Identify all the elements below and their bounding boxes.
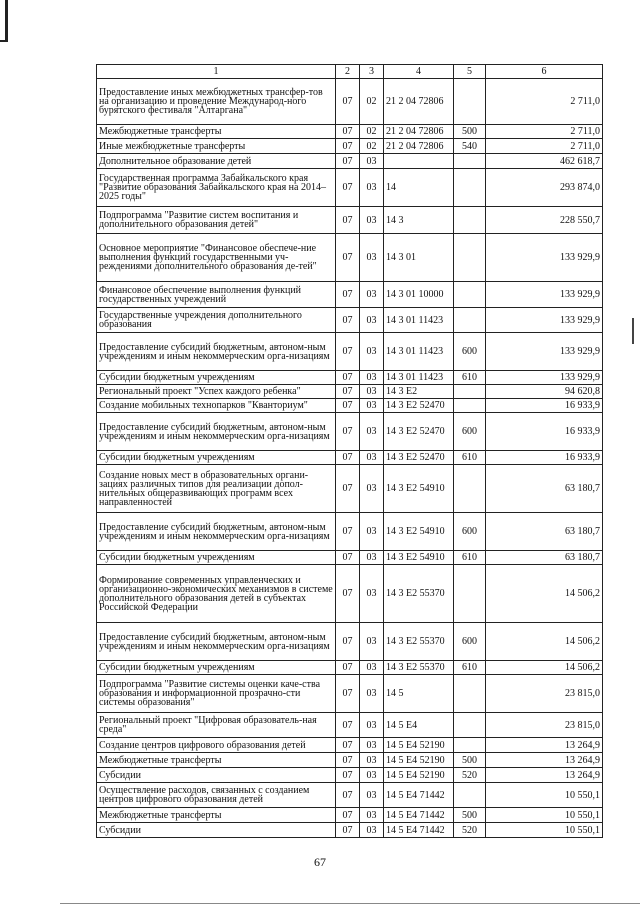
table-row (97, 139, 603, 154)
table-row (97, 399, 603, 413)
row-c3-cell: 03 (360, 154, 384, 169)
row-c2-cell: 07 (336, 753, 360, 768)
row-c2-cell: 07 (336, 675, 360, 713)
row-c4-cell: 21 2 04 72806 (384, 139, 454, 154)
row-c5-cell (454, 399, 486, 413)
row-name-cell: Региональный проект "Цифровая образователь-ная среда" (97, 713, 336, 738)
row-c2-cell: 07 (336, 79, 360, 125)
row-c4-cell: 14 3 E2 54910 (384, 465, 454, 513)
row-c3-cell: 03 (360, 808, 384, 823)
row-c4-cell: 14 3 E2 52470 (384, 399, 454, 413)
row-c2-cell: 07 (336, 808, 360, 823)
row-c5-cell: 610 (454, 551, 486, 565)
table-row (97, 385, 603, 399)
row-c3-cell: 03 (360, 234, 384, 282)
page-corner-mark (0, 0, 8, 42)
row-c4-cell: 14 5 E4 52190 (384, 753, 454, 768)
table-row (97, 79, 603, 125)
row-c4-cell: 14 3 01 10000 (384, 282, 454, 308)
row-c5-cell: 600 (454, 623, 486, 661)
row-c3-cell: 03 (360, 513, 384, 551)
row-c2-cell: 07 (336, 823, 360, 838)
row-c4-cell: 14 5 (384, 675, 454, 713)
row-c5-cell: 600 (454, 333, 486, 371)
row-c6-cell: 23 815,0 (486, 713, 603, 738)
row-c6-cell: 14 506,2 (486, 661, 603, 675)
row-c2-cell: 07 (336, 169, 360, 207)
row-c4-cell: 14 3 01 11423 (384, 308, 454, 333)
row-name-cell: Субсидии бюджетным учреждениям (97, 371, 336, 385)
row-c4-cell: 21 2 04 72806 (384, 79, 454, 125)
row-c5-cell (454, 465, 486, 513)
row-c3-cell: 03 (360, 385, 384, 399)
table-body (97, 79, 603, 838)
table-row (97, 282, 603, 308)
row-c2-cell: 07 (336, 371, 360, 385)
header-col-2: 2 (336, 65, 360, 79)
row-c3-cell: 03 (360, 451, 384, 465)
row-c4-cell: 14 5 E4 52190 (384, 768, 454, 783)
row-c2-cell: 07 (336, 282, 360, 308)
row-c2-cell: 07 (336, 451, 360, 465)
row-name-cell: Государственные учреждения дополнительного образования (97, 308, 336, 333)
row-c2-cell: 07 (336, 125, 360, 139)
row-c2-cell: 07 (336, 465, 360, 513)
table-row (97, 783, 603, 808)
row-c2-cell: 07 (336, 768, 360, 783)
row-c4-cell: 21 2 04 72806 (384, 125, 454, 139)
row-c3-cell: 02 (360, 125, 384, 139)
row-c4-cell: 14 3 E2 54910 (384, 551, 454, 565)
row-c4-cell: 14 3 01 11423 (384, 333, 454, 371)
row-c3-cell: 03 (360, 661, 384, 675)
row-c4-cell: 14 3 E2 (384, 385, 454, 399)
row-name-cell: Подпрограмма "Развитие систем воспитания и дополнительного образования детей" (97, 207, 336, 234)
row-c5-cell (454, 169, 486, 207)
table-row (97, 565, 603, 623)
row-c6-cell: 10 550,1 (486, 783, 603, 808)
row-c4-cell: 14 3 E2 55370 (384, 661, 454, 675)
row-c6-cell: 462 618,7 (486, 154, 603, 169)
row-c2-cell: 07 (336, 308, 360, 333)
table-row (97, 413, 603, 451)
row-c3-cell: 03 (360, 371, 384, 385)
row-c5-cell: 520 (454, 823, 486, 838)
row-name-cell: Субсидии бюджетным учреждениям (97, 551, 336, 565)
row-name-cell: Предоставление субсидий бюджетным, автоном-ным учреждениям и иным некоммерческим орга-низациям (97, 413, 336, 451)
row-c5-cell (454, 79, 486, 125)
table-row (97, 169, 603, 207)
table-row (97, 234, 603, 282)
row-name-cell: Предоставление иных межбюджетных трансфер-тов на организацию и проведение Международ-ного бурятского фестиваля "Алтаргана" (97, 79, 336, 125)
row-c6-cell: 63 180,7 (486, 551, 603, 565)
row-c6-cell: 2 711,0 (486, 125, 603, 139)
row-c3-cell: 03 (360, 413, 384, 451)
row-c4-cell: 14 3 01 (384, 234, 454, 282)
row-c3-cell: 03 (360, 738, 384, 753)
row-c4-cell: 14 3 E2 55370 (384, 623, 454, 661)
row-name-cell: Создание новых мест в образовательных органи-зациях различных типов для реализации допол-нительных общеразвивающих программ всех направленностей (97, 465, 336, 513)
row-c4-cell: 14 5 E4 (384, 713, 454, 738)
row-c2-cell: 07 (336, 513, 360, 551)
row-name-cell: Государственная программа Забайкальского края "Развитие образования Забайкальского края на 2014–2025 годы" (97, 169, 336, 207)
table-row (97, 154, 603, 169)
row-c3-cell: 03 (360, 675, 384, 713)
row-c6-cell: 133 929,9 (486, 282, 603, 308)
page-number: 67 (314, 855, 326, 869)
row-name-cell: Субсидии (97, 823, 336, 838)
table-row (97, 738, 603, 753)
row-c5-cell: 610 (454, 661, 486, 675)
row-c5-cell: 610 (454, 451, 486, 465)
row-c3-cell: 02 (360, 139, 384, 154)
row-c6-cell: 63 180,7 (486, 465, 603, 513)
row-name-cell: Предоставление субсидий бюджетным, автоном-ным учреждениям и иным некоммерческим орга-низациям (97, 623, 336, 661)
row-c5-cell: 610 (454, 371, 486, 385)
row-c2-cell: 07 (336, 661, 360, 675)
row-c3-cell: 03 (360, 823, 384, 838)
row-c3-cell: 03 (360, 565, 384, 623)
row-c6-cell: 13 264,9 (486, 768, 603, 783)
row-c6-cell: 14 506,2 (486, 623, 603, 661)
table-row (97, 465, 603, 513)
row-c4-cell: 14 5 E4 71442 (384, 808, 454, 823)
table-row (97, 808, 603, 823)
row-c5-cell (454, 675, 486, 713)
row-c6-cell: 10 550,1 (486, 808, 603, 823)
row-c5-cell: 520 (454, 768, 486, 783)
row-c3-cell: 03 (360, 333, 384, 371)
table-row (97, 371, 603, 385)
row-c2-cell: 07 (336, 623, 360, 661)
header-col-6: 6 (486, 65, 603, 79)
row-c3-cell: 02 (360, 79, 384, 125)
header-col-1: 1 (97, 65, 336, 79)
table-row (97, 675, 603, 713)
row-c3-cell: 03 (360, 465, 384, 513)
table-row (97, 125, 603, 139)
row-c2-cell: 07 (336, 713, 360, 738)
row-c4-cell: 14 3 E2 55370 (384, 565, 454, 623)
table-row (97, 308, 603, 333)
row-name-cell: Формирование современных управленческих и организационно-экономических механизмов в системе дополнительного образования детей в субъектах Российской Федерации (97, 565, 336, 623)
row-name-cell: Иные межбюджетные трансферты (97, 139, 336, 154)
row-c3-cell: 03 (360, 713, 384, 738)
row-c6-cell: 16 933,9 (486, 413, 603, 451)
row-name-cell: Региональный проект "Успех каждого ребенка" (97, 385, 336, 399)
row-c3-cell: 03 (360, 551, 384, 565)
row-c5-cell (454, 234, 486, 282)
row-c4-cell: 14 3 (384, 207, 454, 234)
row-c3-cell: 03 (360, 753, 384, 768)
row-c6-cell: 16 933,9 (486, 451, 603, 465)
row-c6-cell: 133 929,9 (486, 234, 603, 282)
row-c5-cell (454, 207, 486, 234)
row-c6-cell: 2 711,0 (486, 139, 603, 154)
row-c5-cell: 500 (454, 125, 486, 139)
row-c6-cell: 133 929,9 (486, 371, 603, 385)
table-row (97, 661, 603, 675)
row-c6-cell: 14 506,2 (486, 565, 603, 623)
row-name-cell: Межбюджетные трансферты (97, 125, 336, 139)
table-row (97, 753, 603, 768)
row-name-cell: Дополнительное образование детей (97, 154, 336, 169)
row-c5-cell (454, 713, 486, 738)
row-c5-cell (454, 565, 486, 623)
row-c6-cell: 2 711,0 (486, 79, 603, 125)
row-c2-cell: 07 (336, 234, 360, 282)
row-name-cell: Подпрограмма "Развитие системы оценки каче-ства образования и информационной прозрачно-сти системы образования" (97, 675, 336, 713)
row-c6-cell: 23 815,0 (486, 675, 603, 713)
row-name-cell: Предоставление субсидий бюджетным, автоном-ным учреждениям и иным некоммерческим орга-низациям (97, 513, 336, 551)
table-row (97, 513, 603, 551)
row-c2-cell: 07 (336, 399, 360, 413)
row-c3-cell: 03 (360, 399, 384, 413)
row-c2-cell: 07 (336, 139, 360, 154)
table-header-row (97, 65, 603, 79)
row-c2-cell: 07 (336, 565, 360, 623)
row-c6-cell: 133 929,9 (486, 333, 603, 371)
row-c6-cell: 13 264,9 (486, 753, 603, 768)
row-c5-cell: 500 (454, 808, 486, 823)
table-row (97, 207, 603, 234)
row-c5-cell: 600 (454, 413, 486, 451)
row-c6-cell: 13 264,9 (486, 738, 603, 753)
bottom-rule (60, 903, 640, 904)
row-name-cell: Основное мероприятие "Финансовое обеспече-ние выполнения функций государственными уч-реждениями дополнительного образования де-тей" (97, 234, 336, 282)
row-c3-cell: 03 (360, 783, 384, 808)
row-c2-cell: 07 (336, 738, 360, 753)
row-name-cell: Субсидии бюджетным учреждениям (97, 661, 336, 675)
row-c6-cell: 63 180,7 (486, 513, 603, 551)
row-c5-cell: 500 (454, 753, 486, 768)
table-row (97, 768, 603, 783)
table-row (97, 451, 603, 465)
row-c5-cell (454, 282, 486, 308)
row-c4-cell: 14 5 E4 71442 (384, 783, 454, 808)
row-c5-cell: 540 (454, 139, 486, 154)
row-c4-cell: 14 (384, 169, 454, 207)
row-c3-cell: 03 (360, 308, 384, 333)
header-col-5: 5 (454, 65, 486, 79)
row-c2-cell: 07 (336, 385, 360, 399)
row-c5-cell (454, 154, 486, 169)
row-c4-cell: 14 3 E2 52470 (384, 413, 454, 451)
budget-table (96, 64, 603, 838)
row-c3-cell: 03 (360, 768, 384, 783)
row-c3-cell: 03 (360, 282, 384, 308)
row-c5-cell: 600 (454, 513, 486, 551)
margin-tick-mark (632, 318, 634, 344)
row-name-cell: Межбюджетные трансферты (97, 753, 336, 768)
row-c2-cell: 07 (336, 783, 360, 808)
row-name-cell: Осуществление расходов, связанных с созданием центров цифрового образования детей (97, 783, 336, 808)
header-col-4: 4 (384, 65, 454, 79)
row-c4-cell: 14 5 E4 52190 (384, 738, 454, 753)
row-c4-cell: 14 3 E2 54910 (384, 513, 454, 551)
row-c6-cell: 228 550,7 (486, 207, 603, 234)
row-c5-cell (454, 738, 486, 753)
table-row (97, 713, 603, 738)
row-c5-cell (454, 783, 486, 808)
row-c6-cell: 10 550,1 (486, 823, 603, 838)
row-c3-cell: 03 (360, 623, 384, 661)
row-c3-cell: 03 (360, 207, 384, 234)
row-name-cell: Субсидии бюджетным учреждениям (97, 451, 336, 465)
row-c4-cell (384, 154, 454, 169)
row-c6-cell: 94 620,8 (486, 385, 603, 399)
table-row (97, 333, 603, 371)
row-name-cell: Создание мобильных технопарков "Кванториум" (97, 399, 336, 413)
row-name-cell: Предоставление субсидий бюджетным, автоном-ным учреждениям и иным некоммерческим орга-низациям (97, 333, 336, 371)
row-c5-cell (454, 308, 486, 333)
row-c2-cell: 07 (336, 413, 360, 451)
row-c6-cell: 293 874,0 (486, 169, 603, 207)
table-row (97, 551, 603, 565)
row-c6-cell: 133 929,9 (486, 308, 603, 333)
row-c5-cell (454, 385, 486, 399)
row-c2-cell: 07 (336, 154, 360, 169)
row-c2-cell: 07 (336, 207, 360, 234)
table-row (97, 623, 603, 661)
row-c4-cell: 14 3 01 11423 (384, 371, 454, 385)
row-c4-cell: 14 5 E4 71442 (384, 823, 454, 838)
row-c2-cell: 07 (336, 333, 360, 371)
table-row (97, 823, 603, 838)
row-c6-cell: 16 933,9 (486, 399, 603, 413)
row-name-cell: Создание центров цифрового образования детей (97, 738, 336, 753)
header-col-3: 3 (360, 65, 384, 79)
row-c4-cell: 14 3 E2 52470 (384, 451, 454, 465)
row-name-cell: Субсидии (97, 768, 336, 783)
row-name-cell: Финансовое обеспечение выполнения функций государственных учреждений (97, 282, 336, 308)
row-c2-cell: 07 (336, 551, 360, 565)
row-name-cell: Межбюджетные трансферты (97, 808, 336, 823)
row-c3-cell: 03 (360, 169, 384, 207)
